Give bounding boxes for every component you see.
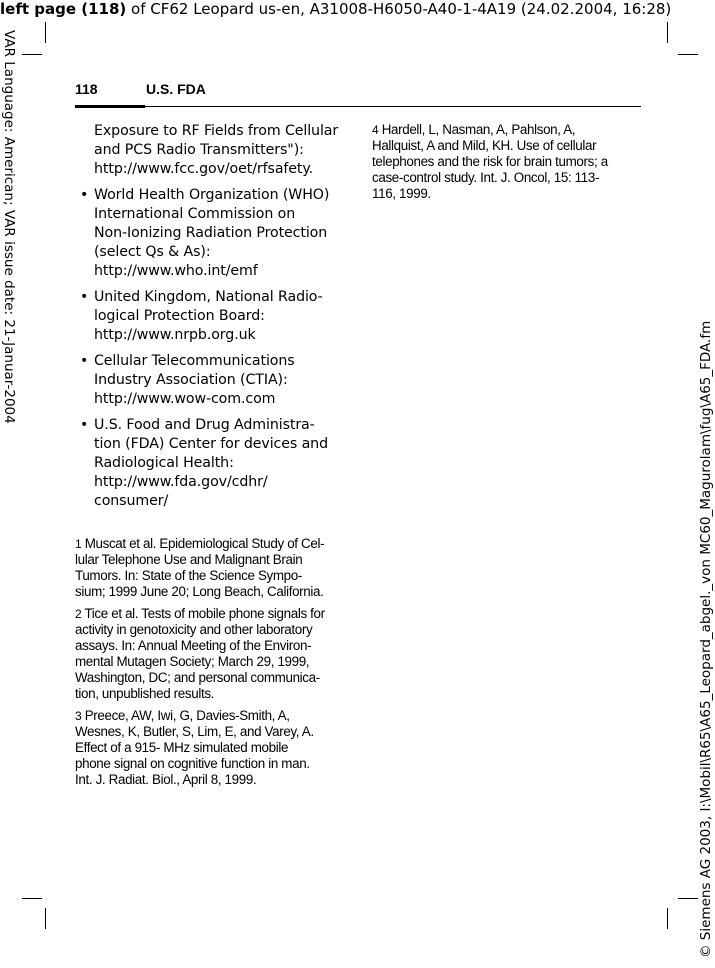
side-text-right [697, 0, 715, 968]
text-line: Preece, AW, Iwi, G, Davies-Smith, A, [81, 708, 290, 723]
text-line: phone signal on cognitive function in man. [75, 756, 310, 771]
running-head [75, 80, 641, 107]
text-line: tion, unpublished results. [75, 686, 215, 701]
text-line: Wesnes, K, Butler, S, Lim, E, and Varey, A. [75, 724, 314, 739]
text-line: case-control study. Int. J. Oncol, 15: 113- [372, 170, 600, 185]
list-item [78, 416, 348, 511]
print-header [0, 0, 671, 18]
footnote-number: 4 [372, 123, 379, 137]
footnote-2 [75, 606, 375, 702]
footnote-1 [75, 536, 375, 600]
bullet-icon: • [80, 187, 89, 203]
link-who[interactable]: http://www.who.int/emf [94, 263, 258, 279]
main-column [78, 122, 348, 518]
crop-mark-tl-v [45, 22, 46, 43]
crop-mark-br-h [678, 898, 698, 899]
link-ctia[interactable]: http://www.wow-com.com [94, 391, 276, 407]
text-line: Int. J. Radiat. Biol., April 8, 1999. [75, 772, 257, 787]
text-line: United Kingdom, National Radio- [94, 289, 323, 305]
link-fda-cont[interactable]: consumer/ [94, 493, 169, 509]
text-line: mental Mutagen Society; March 29, 1999, [75, 654, 310, 669]
resource-list [78, 186, 348, 511]
list-item [78, 186, 348, 281]
text-line: Muscat et al. Epidemiological Study of Cel- [81, 536, 325, 551]
footnote-4 [372, 122, 642, 202]
text-line: lular Telephone Use and Malignant Brain [75, 552, 303, 567]
link-fcc[interactable]: http://www.fcc.gov/oet/rfsafety. [94, 161, 314, 177]
text-line: telephones and the risk for brain tumors; a [372, 154, 608, 169]
link-nrpb[interactable]: http://www.nrpb.org.uk [94, 327, 256, 343]
bullet-icon: • [80, 289, 89, 305]
text-line: Washington, DC; and personal communica- [75, 670, 320, 685]
text-line: and PCS Radio Transmitters"): [94, 142, 304, 158]
footnote-number: 3 [75, 709, 82, 723]
footnotes-left [75, 536, 375, 794]
text-line: Industry Association (CTIA): [94, 372, 288, 388]
text-line: 116, 1999. [372, 186, 431, 201]
var-language-note: VAR Language: American; VAR issue date: 21-Januar-2004 [1, 30, 17, 424]
continued-paragraph [94, 122, 348, 179]
text-line: Effect of a 915- MHz simulated mobile [75, 740, 289, 755]
text-line: tion (FDA) Center for devices and [94, 436, 328, 452]
footnotes-right [372, 122, 642, 208]
text-line: activity in genotoxicity and other laboratory [75, 622, 313, 637]
crop-mark-br-v [667, 908, 668, 929]
text-line: Tumors. In: State of the Science Sympo- [75, 568, 302, 583]
crop-mark-tl-h [22, 54, 42, 55]
page-number-rule [75, 105, 145, 108]
text-line: Tice et al. Tests of mobile phone signals for [81, 606, 325, 621]
crop-mark-tr-h [678, 54, 698, 55]
text-line: International Commission on [94, 206, 296, 222]
text-line: Non-Ionizing Radiation Protection [94, 225, 328, 241]
text-line: Cellular Telecommunications [94, 353, 295, 369]
text-line: Exposure to RF Fields from Cellular [94, 123, 339, 139]
list-item [78, 288, 348, 345]
print-header-page: left page (118) [0, 0, 127, 18]
crop-mark-bl-v [45, 908, 46, 929]
text-line: sium; 1999 June 20; Long Beach, California. [75, 584, 324, 599]
page-number: 118 [75, 81, 98, 97]
bullet-icon: • [80, 417, 89, 433]
text-line: Hardell, L, Nasman, A, Pahlson, A, [378, 122, 576, 137]
footnote-number: 2 [75, 607, 82, 621]
bullet-icon: • [80, 353, 89, 369]
crop-mark-bl-h [22, 898, 42, 899]
side-text-left [0, 0, 18, 968]
text-line: U.S. Food and Drug Administra- [94, 417, 315, 433]
footnote-number: 1 [75, 537, 82, 551]
link-fda[interactable]: http://www.fda.gov/cdhr/ [94, 474, 268, 490]
text-line: Radiological Health: [94, 455, 234, 471]
text-line: (select Qs & As): [94, 244, 211, 260]
footnote-3 [75, 708, 375, 788]
section-title: U.S. FDA [146, 81, 206, 97]
text-line: logical Protection Board: [94, 308, 265, 324]
list-item [78, 352, 348, 409]
text-line: World Health Organization (WHO) [94, 187, 330, 203]
crop-mark-tr-v [667, 22, 668, 43]
text-line: Hallquist, A and Mild, KH. Use of cellular [372, 138, 597, 153]
text-line: assays. In: Annual Meeting of the Environ- [75, 638, 312, 653]
copyright-path-note: © Siemens AG 2003, I:\Mobil\R65\A65_Leopard_abgel._von MC60_Magurolam\fug\A65_FDA.fm [698, 320, 714, 958]
print-header-info: of CF62 Leopard us-en, A31008-H6050-A40-1-4A19 (24.02.2004, 16:28) [126, 0, 672, 18]
